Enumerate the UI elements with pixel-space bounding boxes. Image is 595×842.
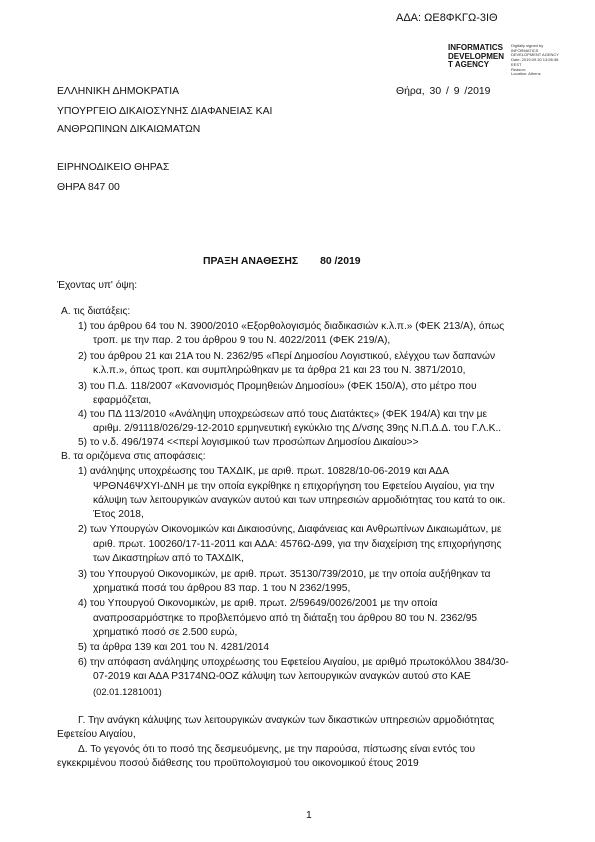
section-c-text-cont: Εφετείου Αιγαίου, [57, 729, 136, 740]
list-item-cont: εφαρμόζεται, [93, 395, 152, 406]
intro-text: Έχοντας υπ' όψη: [57, 280, 138, 291]
list-item-cont: χρηματικά ποσά του άρθρου 83 παρ. 1 του Ν 2362/1995, [93, 583, 351, 594]
document-title [203, 256, 361, 267]
logo-line: T AGENCY [448, 60, 490, 70]
list-item-cont: τροπ. με την παρ. 2 του άρθρου 9 του Ν. 4022/2011 (ΦΕΚ 219/Α), [93, 335, 391, 346]
title-number: 80 /2019 [320, 256, 361, 267]
list-item: 1) του άρθρου 64 του Ν. 3900/2010 «Εξορθολογισμός διαδικασιών κ.λ.π.» (ΦΕΚ 213/Α), όπως [78, 321, 505, 332]
list-item-cont: ΨΡΘΝ46ΨΧΥΙ-ΔΝΗ με την οποία εγκρίθηκε η επιχορήγηση του Εφετείου Αιγαίου, για την [93, 481, 495, 492]
list-item-cont: αριθμ. 2/91118/026/29-12-2010 ερμηνευτική εγκύκλιο της Δ/νσης 39ης Ν.Π.Δ.Δ. του Γ.Λ.Κ.. [93, 423, 502, 434]
section-d-text-cont: εγκεκριμένου ποσού διάθεσης του προϋπολογισμού του οικονομικού έτους 2019 [57, 758, 419, 769]
list-item: 2) των Υπουργών Οικονομικών και Δικαιοσύνης, Διαφάνειας και Ανθρωπίνων Δικαιωμάτων, με [78, 524, 502, 535]
document-date: Θήρα, 30 / 9 /2019 [396, 86, 491, 97]
page-number: 1 [306, 810, 312, 821]
signature-line: INFORMATICS [511, 47, 539, 53]
list-item-cont: 07-2019 και ΑΔΑ Ρ3174ΝΩ-0ΟΖ κάλυψη των λειτουργικών αναγκών αυτού στο ΚΑΕ [93, 671, 471, 682]
signature-line: DEVELOPMENT AGENCY [511, 52, 559, 58]
header-ministry: ΥΠΟΥΡΓΕΙΟ ΔΙΚΑΙΟΣΥΝΗΣ ΔΙΑΦΑΝΕΙΑΣ ΚΑΙ [57, 106, 273, 117]
list-item-cont: Έτος 2018, [93, 509, 144, 520]
header-ministry-cont: ΑΝΘΡΩΠΙΝΩΝ ΔΙΚΑΙΩΜΑΤΩΝ [57, 124, 201, 135]
list-item: 1) ανάληψης υποχρέωσης του ΤΑΧΔΙΚ, με αριθ. πρωτ. 10828/10-06-2019 και ΑΔΑ [78, 466, 450, 477]
list-item: 5) τα άρθρα 139 και 201 του Ν. 4281/2014 [78, 642, 270, 653]
list-item: 3) του Π.Δ. 118/2007 «Κανονισμός Προμηθειών Δημοσίου» (ΦΕΚ 150/Α), στο μέτρο που [78, 381, 477, 392]
list-item: 2) του άρθρου 21 και 21Α του Ν. 2362/95 «Περί Δημοσίου Λογιστικού, ελέγχου των δαπανών [78, 351, 496, 362]
section-a-heading: Α. τις διατάξεις: [61, 306, 131, 317]
section-d-text: Δ. Το γεγονός ότι το ποσό της δεσμευόμενης, με την παρούσα, πίστωσης είναι εντός του [78, 744, 476, 755]
list-item: 4) του ΠΔ 113/2010 «Ανάληψη υποχρεώσεων από τους Διατάκτες» (ΦΕΚ 194/Α) και την με [78, 409, 488, 420]
list-item-cont: αναπροσαρμόστηκε το προβλεπόμενο από τη διάταξη του άρθρου 80 του Ν. 2362/95 [93, 613, 478, 624]
list-item-cont: (02.01.1281001) [93, 686, 162, 697]
list-item-cont: των Δικαστηρίων από το ΤΑΧΔΙΚ, [93, 553, 244, 564]
section-c-text: Γ. Την ανάγκη κάλυψης των λειτουργικών αναγκών των δικαστικών υπηρεσιών αρμοδιότητας [78, 715, 495, 726]
signature-logo [448, 44, 504, 70]
signature-line: Date: 2019.09.30 13:56:38 [511, 57, 559, 63]
list-item: 6) την απόφαση ανάληψης υποχρέωσης του Εφετείου Αιγαίου, με αριθμό πρωτοκόλλου 384/30- [78, 657, 509, 668]
list-item: 4) του Υπουργού Οικονομικών, με αριθ. πρωτ. 2/59649/0026/2001 με την οποία [78, 598, 438, 609]
header-court: ΕΙΡΗΝΟΔΙΚΕΙΟ ΘΗΡΑΣ [57, 162, 170, 173]
signature-line: Location: Athens [511, 71, 541, 77]
list-item: 5) το ν.δ. 496/1974 <<περί λογισμικού των προσώπων Δημοσίου Δικαίου>> [78, 437, 419, 448]
signature-line: Digitally signed by [511, 43, 544, 48]
signature-line: Reason: [511, 66, 526, 72]
list-item-cont: χρηματικό ποσό σε 2.500 ευρώ, [93, 627, 238, 638]
section-b-heading: Β. τα οριζόμενα στις αποφάσεις: [61, 451, 206, 462]
logo-line: INFORMATICS [448, 43, 503, 52]
digital-signature-text [511, 44, 559, 77]
title-label: ΠΡΑΞΗ ΑΝΑΘΕΣΗΣ [203, 256, 299, 267]
header-republic: ΕΛΛΗΝΙΚΗ ΔΗΜΟΚΡΑΤΙΑ [57, 86, 180, 97]
signature-line: EEST [511, 61, 522, 67]
header-address: ΘΗΡΑ 847 00 [57, 182, 120, 193]
list-item: 3) του Υπουργού Οικονομικών, με αριθ. πρωτ. 35130/739/2010, με την οποία αυξήθηκαν τα [78, 569, 491, 580]
list-item-cont: κάλυψη των λειτουργικών αναγκών αυτού και των υπηρεσιών αρμοδιότητας του κατά το οικ. [93, 495, 506, 506]
list-item-cont: κ.λ.π.», όπως τροπ. και συμπληρώθηκαν με τα άρθρα 21 και 23 του Ν. 3871/2010, [93, 365, 466, 376]
ada-code: ΑΔΑ: ΩΕ8ΦΚΓΩ-3ΙΘ [396, 12, 498, 24]
logo-line: DEVELOPMEN [448, 51, 505, 61]
list-item-cont: αριθ. πρωτ. 100260/17-11-2011 και ΑΔΑ: 4576Ω-Δ99, για την διαχείριση της επιχορήγησης [93, 539, 502, 550]
